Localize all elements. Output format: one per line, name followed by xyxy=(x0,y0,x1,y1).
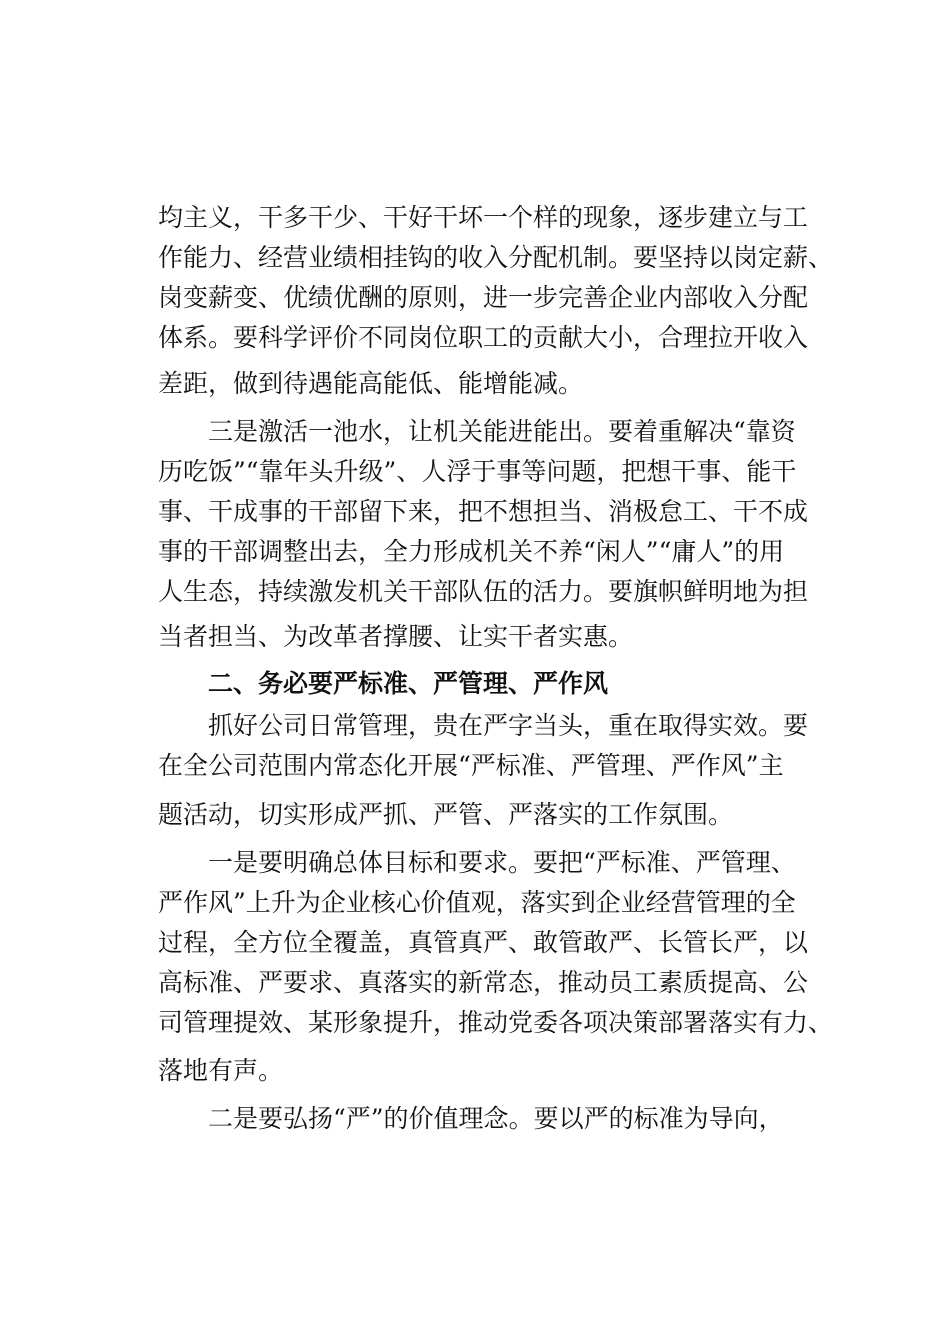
paragraph-1-line-2: 作能力、经营业绩相挂钩的收入分配机制。要坚持以岗定薪、 xyxy=(158,243,834,272)
paragraph-4-line-2: 严作风”上升为企业核心价值观，落实到企业经营管理的全 xyxy=(158,888,796,917)
paragraph-2-line-2: 历吃饭”“靠年头升级”、人浮于事等问题，把想干事、能干 xyxy=(158,457,797,486)
paragraph-1-line-1: 均主义，干多干少、干好干坏一个样的现象，逐步建立与工 xyxy=(158,203,809,232)
paragraph-4-line-6: 落地有声。 xyxy=(158,1056,284,1085)
paragraph-1-line-5: 差距，做到待遇能高能低、能增能减。 xyxy=(158,369,584,398)
paragraph-3-line-3: 题活动，切实形成严抓、严管、严落实的工作氛围。 xyxy=(158,800,734,829)
paragraph-4-line-5: 司管理提效、某形象提升，推动党委各项决策部署落实有力、 xyxy=(158,1008,834,1037)
paragraph-2-line-5: 人生态，持续激发机关干部队伍的活力。要旗帜鲜明地为担 xyxy=(158,577,809,606)
paragraph-5-line-1: 二是要弘扬“严”的价值理念。要以严的标准为导向， xyxy=(208,1104,784,1133)
paragraph-3-line-2: 在全公司范围内常态化开展“严标准、严管理、严作风”主 xyxy=(158,751,784,780)
paragraph-2-line-3: 事、干成事的干部留下来，把不想担当、消极怠工、干不成 xyxy=(158,497,809,526)
paragraph-3-line-1: 抓好公司日常管理，贵在严字当头，重在取得实效。要 xyxy=(208,711,809,740)
section-heading: 二、务必要严标准、严管理、严作风 xyxy=(208,669,609,698)
paragraph-4-line-3: 过程，全方位全覆盖，真管真严、敢管敢严、长管长严，以 xyxy=(158,928,809,957)
paragraph-2-line-6: 当者担当、为改革者撑腰、让实干者实惠。 xyxy=(158,622,634,651)
paragraph-2-line-4: 事的干部调整出去，全力形成机关不养“闲人”“庸人”的用 xyxy=(158,537,785,566)
paragraph-4-line-1: 一是要明确总体目标和要求。要把“严标准、严管理、 xyxy=(208,848,796,877)
paragraph-2-line-1: 三是激活一池水，让机关能进能出。要着重解决“靠资 xyxy=(208,417,796,446)
paragraph-1-line-3: 岗变薪变、优绩优酬的原则，进一步完善企业内部收入分配 xyxy=(158,283,809,312)
paragraph-1-line-4: 体系。要科学评价不同岗位职工的贡献大小，合理拉开收入 xyxy=(158,323,809,352)
paragraph-4-line-4: 高标准、严要求、真落实的新常态，推动员工素质提高、公 xyxy=(158,968,809,997)
